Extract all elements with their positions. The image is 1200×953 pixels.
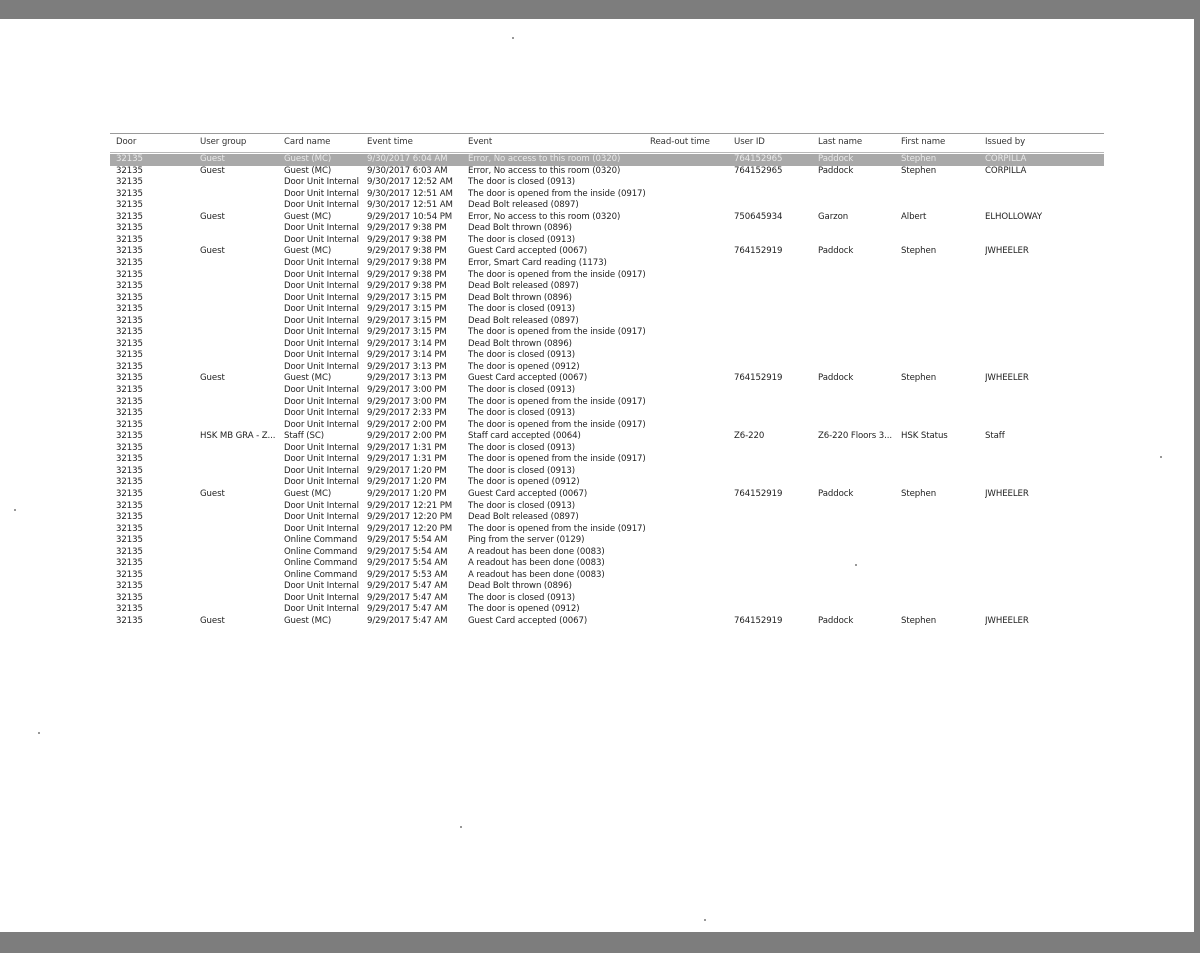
cell-door: 32135 — [116, 269, 143, 280]
cell-user-group: Guest — [200, 246, 225, 257]
cell-door: 32135 — [116, 246, 143, 257]
scan-speck — [14, 509, 16, 511]
cell-event-time: 9/30/2017 6:03 AM — [367, 165, 448, 176]
cell-event: The door is opened from the inside (0917) — [468, 188, 646, 199]
cell-card-name: Guest (MC) — [284, 373, 332, 384]
cell-event-time: 9/29/2017 5:54 AM — [367, 546, 448, 557]
cell-event-time: 9/30/2017 12:51 AM — [367, 188, 453, 199]
cell-event-time: 9/29/2017 3:15 PM — [367, 292, 447, 303]
table-row[interactable] — [110, 489, 1104, 501]
cell-issued-by: JWHEELER — [985, 616, 1029, 625]
table-row[interactable] — [110, 177, 1104, 189]
cell-card-name: Door Unit Internal — [284, 465, 359, 476]
cell-event: The door is closed (0913) — [468, 385, 575, 395]
cell-door: 32135 — [116, 350, 143, 361]
table-row[interactable] — [110, 281, 1104, 293]
cell-door: 32135 — [116, 569, 143, 580]
table-row[interactable] — [110, 593, 1104, 605]
cell-card-name: Door Unit Internal — [284, 523, 359, 534]
col-header-last-name[interactable]: Last name — [818, 137, 863, 147]
table-row[interactable] — [110, 235, 1104, 247]
cell-card-name: Door Unit Internal — [284, 477, 359, 488]
cell-event-time: 9/29/2017 3:13 PM — [367, 373, 447, 384]
cell-event: The door is closed (0913) — [468, 408, 575, 419]
cell-user-group: Guest — [200, 616, 225, 625]
cell-door: 32135 — [116, 165, 143, 176]
cell-first-name: Stephen — [901, 246, 937, 257]
cell-card-name: Door Unit Internal — [284, 304, 359, 315]
cell-event: The door is closed (0913) — [468, 592, 575, 603]
table-row[interactable] — [110, 293, 1104, 305]
cell-event: Guest Card accepted (0067) — [468, 373, 588, 384]
cell-door: 32135 — [116, 211, 143, 222]
cell-event-time: 9/29/2017 3:14 PM — [367, 338, 447, 349]
col-header-user-id[interactable]: User ID — [734, 137, 765, 147]
cell-door: 32135 — [116, 419, 143, 430]
cell-door: 32135 — [116, 304, 143, 315]
cell-card-name: Staff (SC) — [284, 431, 325, 442]
cell-door: 32135 — [116, 373, 143, 384]
cell-event-time: 9/29/2017 12:20 PM — [367, 523, 453, 534]
cell-event: The door is opened from the inside (0917) — [468, 523, 646, 534]
cell-event: Dead Bolt released (0897) — [468, 315, 579, 326]
cell-door: 32135 — [116, 477, 143, 488]
table-row[interactable] — [110, 604, 1104, 616]
cell-event: The door is opened from the inside (0917) — [468, 327, 646, 338]
table-row[interactable] — [110, 350, 1104, 362]
cell-event: The door is opened from the inside (0917) — [468, 454, 646, 465]
cell-event: The door is closed (0913) — [468, 177, 575, 188]
cell-user-id: 764152919 — [734, 616, 783, 625]
cell-user-group: HSK MB GRA - Z... — [200, 431, 276, 442]
cell-event: Guest Card accepted (0067) — [468, 616, 588, 625]
cell-card-name: Door Unit Internal — [284, 454, 359, 465]
table-row[interactable] — [110, 200, 1104, 212]
table-row[interactable] — [110, 373, 1104, 385]
cell-card-name: Online Command — [284, 546, 358, 557]
cell-event-time: 9/29/2017 5:53 AM — [367, 569, 448, 580]
table-row[interactable] — [110, 581, 1104, 593]
table-row[interactable] — [110, 431, 1104, 443]
table-row[interactable] — [110, 512, 1104, 524]
cell-event-time: 9/29/2017 1:20 PM — [367, 488, 447, 499]
table-row[interactable] — [110, 524, 1104, 536]
cell-first-name: Stephen — [901, 616, 937, 625]
cell-card-name: Guest (MC) — [284, 616, 332, 625]
cell-event-time: 9/29/2017 1:20 PM — [367, 465, 447, 476]
cell-door: 32135 — [116, 385, 143, 395]
cell-last-name: Z6-220 Floors 3... — [818, 431, 893, 442]
cell-event-time: 9/29/2017 3:15 PM — [367, 315, 447, 326]
scan-speck — [460, 826, 462, 828]
cell-event: Guest Card accepted (0067) — [468, 488, 588, 499]
cell-card-name: Door Unit Internal — [284, 396, 359, 407]
table-row[interactable] — [110, 212, 1104, 224]
cell-event-time: 9/29/2017 5:47 AM — [367, 581, 448, 592]
cell-door: 32135 — [116, 592, 143, 603]
table-row[interactable] — [110, 258, 1104, 270]
cell-issued-by: JWHEELER — [985, 373, 1029, 384]
cell-last-name: Paddock — [818, 165, 854, 176]
cell-event-time: 9/29/2017 3:13 PM — [367, 361, 447, 372]
cell-event: Dead Bolt thrown (0896) — [468, 223, 572, 234]
header-divider — [110, 152, 1104, 153]
cell-user-id: 764152965 — [734, 165, 783, 176]
table-row[interactable] — [110, 385, 1104, 397]
cell-event: The door is closed (0913) — [468, 442, 575, 453]
cell-event-time: 9/29/2017 5:47 AM — [367, 592, 448, 603]
cell-event-time: 9/29/2017 5:54 AM — [367, 558, 448, 569]
cell-event: The door is closed (0913) — [468, 304, 575, 315]
cell-issued-by: CORPILLA — [985, 154, 1027, 164]
table-row[interactable] — [110, 558, 1104, 570]
cell-last-name: Garzon — [818, 211, 849, 222]
table-row[interactable] — [110, 501, 1104, 513]
cell-event-time: 9/29/2017 9:38 PM — [367, 281, 447, 292]
cell-event: The door is closed (0913) — [468, 500, 575, 511]
table-row[interactable] — [110, 477, 1104, 489]
scan-speck — [512, 37, 514, 39]
cell-event-time: 9/29/2017 9:38 PM — [367, 234, 447, 245]
table-row[interactable] — [110, 246, 1104, 258]
cell-card-name: Door Unit Internal — [284, 500, 359, 511]
col-header-event[interactable]: Event — [468, 137, 493, 147]
cell-event-time: 9/29/2017 12:21 PM — [367, 500, 453, 511]
cell-card-name: Door Unit Internal — [284, 350, 359, 361]
table-row[interactable] — [110, 466, 1104, 478]
cell-last-name: Paddock — [818, 616, 854, 625]
cell-card-name: Door Unit Internal — [284, 327, 359, 338]
table-row[interactable] — [110, 304, 1104, 316]
table-row[interactable] — [110, 535, 1104, 547]
cell-card-name: Door Unit Internal — [284, 592, 359, 603]
cell-event-time: 9/30/2017 12:52 AM — [367, 177, 453, 188]
cell-event-time: 9/29/2017 2:33 PM — [367, 408, 447, 419]
table-row[interactable] — [110, 339, 1104, 351]
cell-card-name: Door Unit Internal — [284, 234, 359, 245]
cell-door: 32135 — [116, 581, 143, 592]
cell-door: 32135 — [116, 327, 143, 338]
cell-door: 32135 — [116, 512, 143, 523]
cell-last-name: Paddock — [818, 488, 854, 499]
col-header-readout-time[interactable]: Read-out time — [650, 137, 710, 147]
cell-last-name: Paddock — [818, 373, 854, 384]
cell-door: 32135 — [116, 361, 143, 372]
cell-event-time: 9/30/2017 6:04 AM — [367, 154, 448, 164]
cell-event-time: 9/29/2017 1:20 PM — [367, 477, 447, 488]
cell-first-name: Stephen — [901, 165, 937, 176]
cell-card-name: Door Unit Internal — [284, 269, 359, 280]
cell-issued-by: CORPILLA — [985, 165, 1027, 176]
cell-door: 32135 — [116, 431, 143, 442]
cell-door: 32135 — [116, 396, 143, 407]
cell-event-time: 9/29/2017 1:31 PM — [367, 442, 447, 453]
cell-card-name: Online Command — [284, 535, 358, 546]
cell-card-name: Online Command — [284, 569, 358, 580]
cell-user-id: Z6-220 — [734, 431, 765, 442]
cell-door: 32135 — [116, 535, 143, 546]
cell-card-name: Door Unit Internal — [284, 361, 359, 372]
cell-event: The door is opened (0912) — [468, 361, 580, 372]
col-header-user-group[interactable]: User group — [200, 137, 247, 147]
cell-event: Dead Bolt thrown (0896) — [468, 292, 572, 303]
table-row[interactable] — [110, 408, 1104, 420]
table-row[interactable] — [110, 570, 1104, 582]
cell-card-name: Door Unit Internal — [284, 604, 359, 615]
cell-event-time: 9/29/2017 5:47 AM — [367, 616, 448, 625]
cell-event: Ping from the server (0129) — [468, 535, 585, 546]
scan-speck — [1160, 456, 1162, 458]
cell-user-id: 764152965 — [734, 154, 783, 164]
table-row[interactable] — [110, 166, 1104, 178]
cell-event-time: 9/29/2017 9:38 PM — [367, 257, 447, 268]
table-header — [110, 137, 1104, 149]
table-row[interactable] — [110, 397, 1104, 409]
cell-event: Error, No access to this room (0320) — [468, 211, 621, 222]
cell-card-name: Door Unit Internal — [284, 442, 359, 453]
table-row[interactable] — [110, 223, 1104, 235]
cell-event: The door is opened from the inside (0917) — [468, 419, 646, 430]
scanned-page — [0, 19, 1194, 932]
cell-event: Error, Smart Card reading (1173) — [468, 257, 607, 268]
scan-speck — [704, 919, 706, 921]
cell-card-name: Guest (MC) — [284, 211, 332, 222]
cell-door: 32135 — [116, 234, 143, 245]
table-row[interactable] — [110, 189, 1104, 201]
table-row[interactable] — [110, 547, 1104, 559]
cell-event-time: 9/29/2017 3:00 PM — [367, 396, 447, 407]
cell-door: 32135 — [116, 454, 143, 465]
cell-event: Dead Bolt released (0897) — [468, 512, 579, 523]
col-header-door[interactable]: Door — [116, 137, 137, 147]
scan-speck — [855, 564, 857, 566]
cell-card-name: Door Unit Internal — [284, 338, 359, 349]
cell-event-time: 9/29/2017 3:15 PM — [367, 327, 447, 338]
cell-event-time: 9/29/2017 10:54 PM — [367, 211, 453, 222]
cell-event-time: 9/29/2017 3:15 PM — [367, 304, 447, 315]
cell-door: 32135 — [116, 257, 143, 268]
cell-first-name: Stephen — [901, 154, 937, 164]
table-row[interactable] — [110, 454, 1104, 466]
cell-door: 32135 — [116, 281, 143, 292]
cell-door: 32135 — [116, 523, 143, 534]
cell-event-time: 9/29/2017 5:47 AM — [367, 604, 448, 615]
cell-card-name: Door Unit Internal — [284, 581, 359, 592]
cell-issued-by: JWHEELER — [985, 488, 1029, 499]
cell-door: 32135 — [116, 154, 143, 164]
event-log-table — [110, 133, 1104, 625]
table-row[interactable] — [110, 443, 1104, 455]
cell-event-time: 9/29/2017 1:31 PM — [367, 454, 447, 465]
cell-user-id: 750645934 — [734, 211, 783, 222]
cell-door: 32135 — [116, 488, 143, 499]
cell-last-name: Paddock — [818, 246, 854, 257]
cell-issued-by: Staff — [985, 431, 1005, 442]
cell-door: 32135 — [116, 223, 143, 234]
table-top-border — [110, 133, 1104, 134]
cell-card-name: Door Unit Internal — [284, 281, 359, 292]
cell-card-name: Guest (MC) — [284, 165, 332, 176]
cell-card-name: Online Command — [284, 558, 358, 569]
cell-event-time: 9/29/2017 5:54 AM — [367, 535, 448, 546]
cell-event: Error, No access to this room (0320) — [468, 154, 621, 164]
table-row[interactable] — [110, 420, 1104, 432]
cell-door: 32135 — [116, 338, 143, 349]
cell-event-time: 9/29/2017 9:38 PM — [367, 269, 447, 280]
table-row-selected[interactable] — [110, 154, 1104, 166]
col-header-event-time[interactable]: Event time — [367, 137, 413, 147]
cell-event-time: 9/29/2017 2:00 PM — [367, 419, 447, 430]
cell-door: 32135 — [116, 500, 143, 511]
cell-user-group: Guest — [200, 165, 225, 176]
cell-card-name: Door Unit Internal — [284, 385, 359, 395]
table-row[interactable] — [110, 362, 1104, 374]
cell-event: Error, No access to this room (0320) — [468, 165, 621, 176]
col-header-card-name[interactable]: Card name — [284, 137, 331, 147]
cell-event: The door is opened (0912) — [468, 604, 580, 615]
table-row[interactable] — [110, 316, 1104, 328]
cell-event: The door is closed (0913) — [468, 465, 575, 476]
cell-door: 32135 — [116, 442, 143, 453]
cell-event-time: 9/29/2017 3:00 PM — [367, 385, 447, 395]
cell-first-name: Albert — [901, 211, 927, 222]
cell-door: 32135 — [116, 558, 143, 569]
cell-card-name: Door Unit Internal — [284, 188, 359, 199]
cell-card-name: Door Unit Internal — [284, 512, 359, 523]
cell-door: 32135 — [116, 292, 143, 303]
cell-event: The door is opened from the inside (0917) — [468, 396, 646, 407]
cell-issued-by: JWHEELER — [985, 246, 1029, 257]
col-header-issued-by[interactable]: Issued by — [985, 137, 1026, 147]
cell-card-name: Door Unit Internal — [284, 257, 359, 268]
cell-event: Dead Bolt thrown (0896) — [468, 338, 572, 349]
cell-user-id: 764152919 — [734, 246, 783, 257]
cell-event-time: 9/29/2017 9:38 PM — [367, 223, 447, 234]
cell-event: The door is opened from the inside (0917) — [468, 269, 646, 280]
cell-issued-by: ELHOLLOWAY — [985, 211, 1042, 222]
cell-card-name: Guest (MC) — [284, 488, 332, 499]
table-row[interactable] — [110, 270, 1104, 282]
cell-event-time: 9/30/2017 12:51 AM — [367, 200, 453, 211]
cell-door: 32135 — [116, 188, 143, 199]
cell-user-group: Guest — [200, 211, 225, 222]
cell-user-id: 764152919 — [734, 488, 783, 499]
cell-door: 32135 — [116, 546, 143, 557]
scan-speck — [38, 732, 40, 734]
cell-event-time: 9/29/2017 3:14 PM — [367, 350, 447, 361]
cell-event: Guest Card accepted (0067) — [468, 246, 588, 257]
cell-event-time: 9/29/2017 9:38 PM — [367, 246, 447, 257]
cell-card-name: Door Unit Internal — [284, 419, 359, 430]
cell-card-name: Door Unit Internal — [284, 223, 359, 234]
cell-event-time: 9/29/2017 12:20 PM — [367, 512, 453, 523]
cell-card-name: Guest (MC) — [284, 154, 332, 164]
cell-event: A readout has been done (0083) — [468, 558, 605, 569]
cell-event: A readout has been done (0083) — [468, 569, 605, 580]
cell-event: A readout has been done (0083) — [468, 546, 605, 557]
cell-event: The door is opened (0912) — [468, 477, 580, 488]
cell-card-name: Door Unit Internal — [284, 177, 359, 188]
cell-first-name: Stephen — [901, 373, 937, 384]
cell-event: The door is closed (0913) — [468, 234, 575, 245]
cell-door: 32135 — [116, 465, 143, 476]
cell-last-name: Paddock — [818, 154, 854, 164]
cell-event: Dead Bolt released (0897) — [468, 200, 579, 211]
cell-door: 32135 — [116, 315, 143, 326]
cell-door: 32135 — [116, 616, 143, 625]
cell-event-time: 9/29/2017 2:00 PM — [367, 431, 447, 442]
table-row[interactable] — [110, 616, 1104, 625]
cell-door: 32135 — [116, 177, 143, 188]
cell-user-group: Guest — [200, 373, 225, 384]
cell-event: The door is closed (0913) — [468, 350, 575, 361]
cell-first-name: HSK Status — [901, 431, 948, 442]
cell-event: Dead Bolt thrown (0896) — [468, 581, 572, 592]
cell-user-group: Guest — [200, 154, 225, 164]
cell-card-name: Door Unit Internal — [284, 292, 359, 303]
cell-door: 32135 — [116, 604, 143, 615]
cell-event: Dead Bolt released (0897) — [468, 281, 579, 292]
cell-card-name: Door Unit Internal — [284, 200, 359, 211]
cell-door: 32135 — [116, 200, 143, 211]
cell-user-id: 764152919 — [734, 373, 783, 384]
cell-user-group: Guest — [200, 488, 225, 499]
cell-event: Staff card accepted (0064) — [468, 431, 581, 442]
cell-card-name: Guest (MC) — [284, 246, 332, 257]
col-header-first-name[interactable]: First name — [901, 137, 946, 147]
cell-door: 32135 — [116, 408, 143, 419]
table-row[interactable] — [110, 327, 1104, 339]
cell-first-name: Stephen — [901, 488, 937, 499]
cell-card-name: Door Unit Internal — [284, 408, 359, 419]
cell-card-name: Door Unit Internal — [284, 315, 359, 326]
